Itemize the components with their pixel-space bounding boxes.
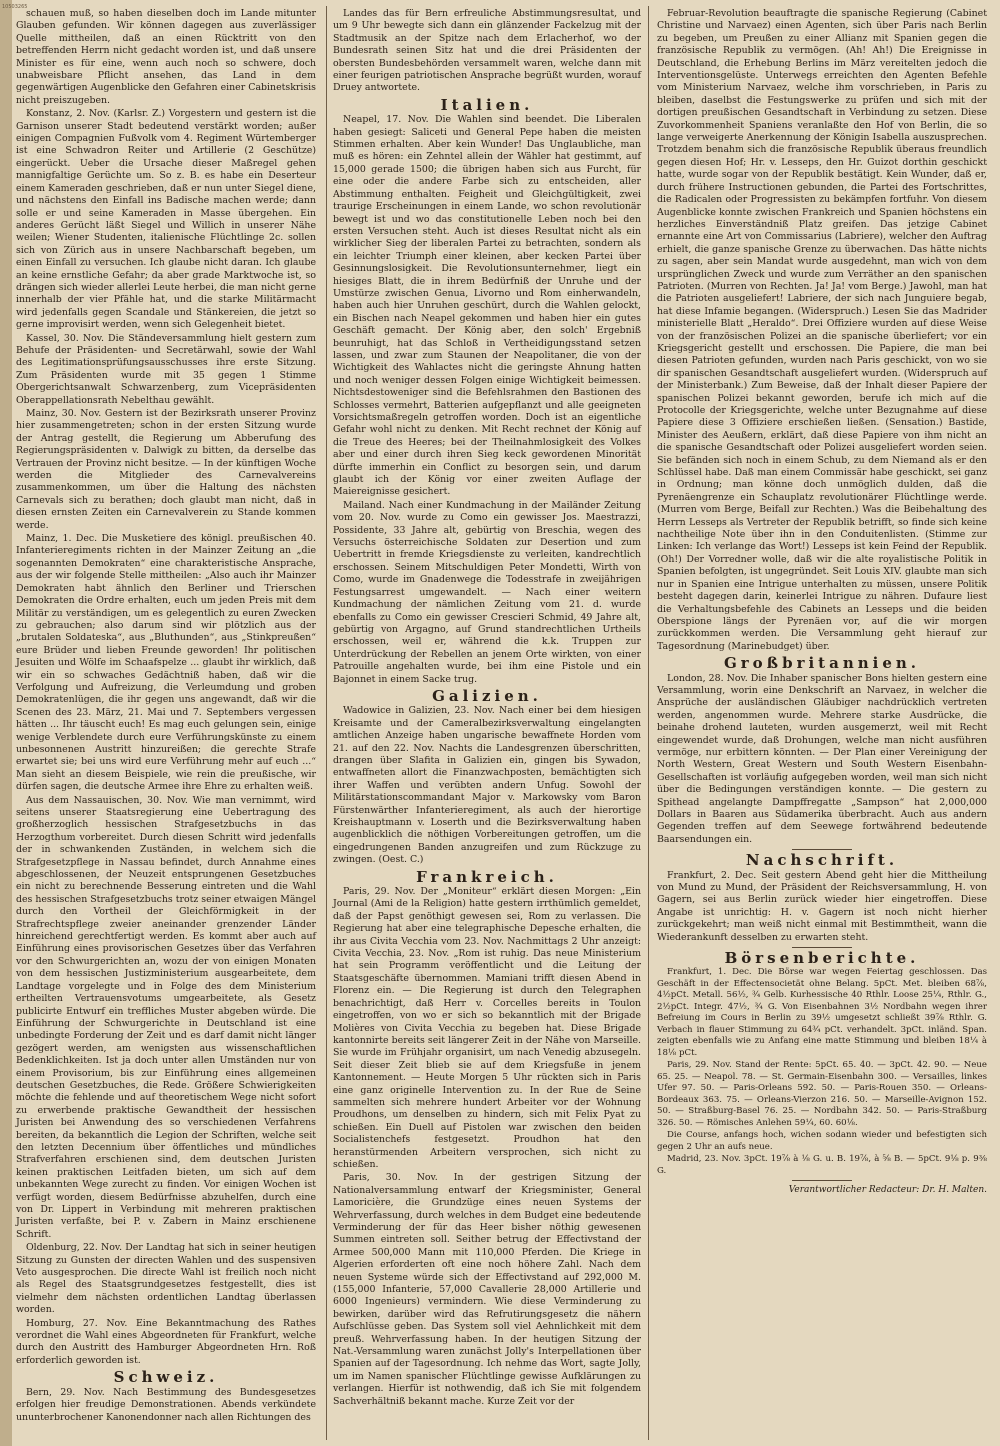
article-mailand: Mailand. Nach einer Kundmachung in der Mailänder Zeitung vom 20. Nov. wurde zu Como ein gewisser Jos. Maestrazzi, Possidente, 33 Jahre alt, gebürtig von Breschia, wegen des Versuchs österreichische Soldaten zur Desertion und zum Uebertritt in fremde Kriegsdienste zu verleiten, kandrechtlich erschossen. Seinem Mitschuldigen Peter Mondetti, Wirth von Como, wurde im Gnadenwege die Todesstrafe in zweijährigen Festungsarrest umgewandelt. — Nach einer weitern Kundmachung der nämlichen Zeitung vom 21. d. wurde ebenfalls zu Como ein gewisser Crescieri Schmid, 49 Jahre alt, gebürtig von Argagno, auf Grund standrechtlichen Urtheils erschossen, weil er, während die k.k. Truppen zur Unterdrückung der Rebellen an jenem Orte wirkten, von einer Patrouille angehalten wurde, bei ihm eine Pistole und ein Bajonnet in einem Sacke trug. — [333, 499, 641, 685]
section-heading-galizien: Galizien. — [432, 686, 542, 705]
column-3 — [657, 8, 987, 1440]
market-report-madrid: Madrid, 23. Nov. 3pCt. 19⅞ à ⅛ G. u. B. 19⅞, à ⅝ B. — 5pCt. 9⅛ p. 9⅜ G. — [657, 1154, 987, 1176]
article-bern: Bern, 29. Nov. Nach Bestimmung des Bundesgesetzes erfolgen hier freudige Demonstrationen. Abends verkündete ununterbrochener Kanonendonner nach allen Richtungen des — [16, 1386, 316, 1423]
column-rule — [648, 6, 649, 1440]
section-divider — [792, 849, 852, 850]
column-rule — [326, 6, 327, 1440]
article-homburg: Homburg, 27. Nov. Eine Bekanntmachung des Rathes verordnet die Wahl eines Abgeordneten für Frankfurt, welche durch den Austritt des Hamburger Abgeordneten Hrn. Roß erforderlich geworden ist. — [16, 1317, 316, 1366]
section-divider — [792, 1180, 852, 1181]
market-report-note: Die Course, anfangs hoch, wichen sodann wieder und befestigten sich gegen 2 Uhr an aufs neue. — [657, 1130, 987, 1152]
article-wadowice: Wadowice in Galizien, 23. Nov. Nach einer bei dem hiesigen Kreisamte und der Cameralbezirksverwaltung eingelangten amtlichen Anzeige haben ungarische bewaffnete Horden vom 21. auf den 22. Nov. Nachts die Landesgrenzen überschritten, drangen über Slafita in Galizien ein, gingen bis Sywadon, entwaffneten allort die Finanzwachposten, bemächtigten sich ihrer Waffen und verübten andern Unfug. Sowohl der Militärstationscommandant Major v. Markowsky vom Baron Fürstenwärther Infanterieregiment, als auch der hierortige Kreishauptmann v. Loserth und die Bezirksverwaltung haben augenblicklich die nöthigen Vorbereitungen getroffen, um die eingedrungenen Banden anzugreifen und zum Rückzuge zu zwingen. (Oest. C.) — [333, 705, 641, 866]
editor-credit: Verantwortlicher Redacteur: Dr. H. Malten. — [788, 1185, 987, 1196]
column-1 — [16, 8, 316, 1440]
article-paragraph: Landes das für Bern erfreuliche Abstimmungsresultat, und um 9 Uhr bewegte sich dann ein glänzender Fackelzug mit der Stadtmusik an der Spitze nach dem Erlacherhof, wo der Bundesrath seinen Sitz hat und die drei Präsidenten der obersten Bundesbehörden versammelt waren, welche dann mit einer feurigen patriotischen Ansprache begrüßt wurden, worauf Druey antwortete. — [333, 8, 641, 94]
article-paragraph: schauen muß, so haben dieselben doch im Lande mitunter Glauben gefunden. Wir können dagegen aus zuverlässiger Quelle mittheilen, daß an einen Rücktritt von den betreffenden Herrn nicht gedacht worden ist, und daß unsere Minister es für eine, wenn auch noch so schwere, doch unabweisbare Pflicht ansehen, das Land in dem gegenwärtigen Augenblicke den Gefahren einer Cabinetskrisis nicht preiszugeben. — [16, 8, 316, 106]
article-paris-1: Paris, 29. Nov. Der „Moniteur“ erklärt diesen Morgen: „Ein Journal (Ami de la Religion) hatte gestern irrthümlich gemeldet, daß der Papst genöthigt gewesen sei, Rom zu verlassen. Die Regierung hat aber eine telegraphische Depesche erhalten, die ihr aus Civita Vecchia vom 23. Nov. Nachmittags 2 Uhr anzeigt: Civita Vecchia, 23. Nov. „Rom ist ruhig. Das neue Ministerium hat sein Programm veröffentlicht und die Leitung der Staatsgeschäfte übernommen. Mamiani trifft diesen Abend in Florenz ein. — Die Regierung ist durch den Telegraphen benachrichtigt, daß Herr v. Corcelles bereits in Toulon eingetroffen, von wo er sich so bekanntlich mit der Brigade Molières von Civita Vecchia zu begeben hat. Diese Brigade kantonnirte bereits seit längerer Zeit in der Nähe von Marseille. Sie wurde im Frühjahr organisirt, um nach Venedig abzusegeln. Seit dieser Zeit blieb sie auf dem Kriegsfuße in jenem Kantonnement. — Heute Morgen 5 Uhr rückten sich in Paris eine ganz originelle Intervention zu. In der Rue de Seine sammelten sich mehrere hundert Arbeiter vor der Wohnung Proudhons, um denselben zu hindern, sich mit Felix Pyat zu schießen. Ein Duell auf Pistolen war zwischen den beiden Socialistenchefs festgesetzt. Proudhon hat den heranstürmenden Arbeitern versprochen, sich nicht zu schießen. — [333, 886, 641, 1170]
article-paragraph: Februar-Revolution beauftragte die spanische Regierung (Cabinet Christine und Narvaez) einen Agenten, sich über Paris nach Berlin zu begeben, um Preußen zu einer Allianz mit Spanien gegen die französische Republik zu vermögen. (Ah! Ah!) Die Ereignisse in Deutschland, die Erhebung Berlins im März vereitelten jedoch die Interventionsgelüste. Unterwegs erreichten den Agenten Befehle vom Ministerium Narvaez, welche ihm vorschrieben, in Paris zu bleiben, daselbst die Festungswerke zu prüfen und sich mit der dortigen preußischen Gesandtschaft in Verbindung zu setzen. Diese Zuvorkommenheit Spaniens veranlaßte den Hof von Berlin, die so lange verweigerte Anerkennung der Königin Isabella auszusprechen. Trotzdem benahm sich die französische Republik überaus freundlich gegen diesen Hof; Hr. v. Lesseps, den Hr. Guizot dorthin geschickt hatte, wurde sogar von der Republik bestätigt. Kein Wunder, daß er, durch frühere Instructionen gebunden, die Partei des Fortschrittes, die Radicalen oder Progressisten zu bekämpfen fortfuhr. Von diesem Augenblicke konnte zwischen Frankreich und Spanien höchstens ein herzliches Einverständniß Platz greifen. Das jetzige Cabinet ernannte eine Art von Commissarius (Labriere), welcher den Auftrag erhielt, die ganze spanische Grenze zu überwachen. Das hätte nichts zu sagen, aber sein Mandat wurde ausgedehnt, man wich von dem ursprünglichen Zweck und wurde zum Verräther an den spanischen Patrioten. (Murren von Rechten. Ja! Ja! vom Berge.) Jawohl, man hat die Patrioten ausgeliefert! Labriere, der sich nach Junguiere begab, hat diese Infamie begangen. (Widerspruch.) Lesen Sie das Madrider ministerielle Blatt „Heraldo“. Drei Offiziere wurden auf diese Weise von der französischen Polizei an die spanische überliefert; vor ein Kriegsgericht gestellt und erschossen. Die Papiere, die man bei diesen Patrioten gefunden, wurden nach Paris geschickt, von wo sie dir spanischen Gesandtschaft ausgeliefert wurden. (Widerspruch auf der Ministerbank.) Zum Beweise, daß der Inhalt dieser Papiere der spanischen Polizei bekannt geworden, berufe ich mich auf die Protocolle der Kriegsgerichte, welche unter Bezugnahme auf diese Papiere diese 3 Offiziere erschießen ließen. (Sensation.) Bastide, Minister des Aeußern, erklärt, daß diese Papiere von ihm nicht an die spanische Gesandtschaft oder Polizei ausgeliefert worden seien. Sie befänden sich noch in einem Schub, zu dem Niemand als er den Schlüssel habe. Daß man einem Commissär habe geschickt, sei ganz in Ordnung; man könne doch unmöglich dulden, daß die Pyrenäengrenze ein Schauplatz revolutionärer Flüchtlinge werde. (Murren vom Berge, Beifall zur Rechten.) Was die Beibehaltung des Herrn Lesseps als Vertreter der Republik betrifft, so finde sich keine nachtheilige Note über ihn in den Conduitenlisten. (Stimme zur Linken: Ich verlange das Wort!) Lesseps ist kein Feind der Republik. (Oh!) Der Vorredner wolle, daß wir die alte royalistische Politik in Spanien befolgten, ist ungegründet. Seit Louis XIV. glaubte man sich nur in Spanien eine Intrigue unterhalten zu müssen, unsere Politik besteht dagegen darin, keinerlei Intrigue zu nähren. Dufaure liest die Verhaltungsbefehle des Cabinets an Lesseps und die beiden Oberspione längs der Pyrenäen vor, auf die wir morgen zurückkommen werden. Die Versammlung geht hierauf zur Tagesordnung (Marinebudget) über. — [657, 8, 987, 652]
article-frankfurt: Frankfurt, 2. Dec. Seit gestern Abend geht hier die Mittheilung von Mund zu Mund, der Präsident der Reichsversammlung, H. von Gagern, sei aus Berlin zurück wieder hier eingetroffen. Diese Angabe ist unrichtig: H. v. Gagern ist noch nicht hierher zurückgekehrt; man weiß nicht einmal mit Bestimmtheit, wann die Wiederankunft desselben zu erwarten steht. — [657, 869, 987, 943]
article-oldenburg: Oldenburg, 22. Nov. Der Landtag hat sich in seiner heutigen Sitzung zu Gunsten der directen Wahlen und des suspensiven Veto ausgesprochen. Die directe Wahl ist freilich noch nicht als Regel des Staatsgrundgesetzes festgestellt, dies ist vielmehr dem nächsten ordentlichen Landtag überlassen worden. — [16, 1242, 316, 1316]
article-kassel: Kassel, 30. Nov. Die Ständeversammlung hielt gestern zum Behufe der Präsidenten- und Secretärwahl, sowie der Wahl des Legitimationsprüfungsausschusses ihre erste Sitzung. Zum Präsidenten wurde mit 35 gegen 1 Stimme Obergerichtsanwalt Schwarzenberg, zum Vicepräsidenten Oberappellationsrath Nebelthau gewählt. — [16, 332, 316, 406]
article-mainz-2: Mainz, 1. Dec. Die Musketiere des königl. preußischen 40. Infanterieregiments richten in der Mainzer Zeitung an „die sogenannten Demokraten“ eine charakteristische Ansprache, aus der wir folgende Stelle mittheilen: „Also auch ihr Mainzer Demokraten habt ähnlich den Berliner und Trierschen Demokraten die Ordre erhalten, euch um jeden Preis mit dem Militär zu verständigen, um es gelegentlich zu euren Zwecken zu gebrauchen; also darum sind wir plötzlich aus der „brutalen Soldateska“, aus „Bluthunden“, aus „Stinkpreußen“ eure Brüder und lieben Freunde geworden! Ihr politischen Jesuiten und Wölfe im Schaafspelze ... glaubt ihr wirklich, daß wir ein so schwaches Gedächtniß haben, daß wir die Verfolgung und Aufreizung, die Verleumdung und groben Demokratenlügen, die ihr gegen uns angewandt, daß wir die Scenen des 23. März, 21. Mai und 7. Septembers vergessen hätten ... Ihr täuscht euch! Es mag euch gelungen sein, einige wenige Verblendete durch eure Verführungskünste zu einem unbesonnenen Austritt hinzureißen; die gerechte Strafe erwartet sie; bei uns wird eure Verführung mehr auf euch ...“ Man sieht an diesem Beispiele, wie rein die preußische, wir dürfen sagen, die deutsche Armee ihre Ehre zu erhalten weiß. — [16, 533, 316, 793]
article-paris-2: Paris, 30. Nov. In der gestrigen Sitzung der Nationalversammlung entwarf der Kriegsminister, General Lamoricière, die Grundzüge eines neuen Systems der Wehrverfassung, durch welches in dem Budget eine bedeutende Verminderung der für das Heer bisher nöthig gewesenen Summen eintreten soll. Seither betrug der Effectivstand der Armee 500,000 Mann mit 110,000 Pferden. Die Kriege in Algerien erforderten oft eine noch höhere Zahl. Nach dem neuen Systeme würde sich der Effectivstand auf 292,000 M. (155,000 Infanterie, 57,000 Cavallerie 28,000 Artillerie und 6000 Ingenieurs) vermindern. Wie diese Verminderung zu bewirken, darüber wird das Refrutirungsgesetz die nähern Aufschlüsse geben. Das System soll viel Aehnlichkeit mit dem preuß. Wehrverfassung haben. In der heutigen Sitzung der Nat.-Versammlung waren zunächst Jolly's Interpellationen über Spanien auf der Tagesordnung. Ich nehme das Wort, sagte Jolly, um im Namen spanischer Flüchtlinge gewisse Aufklärungen zu verlangen. Hierfür ist nothwendig, daß ich Sie mit folgendem Sachverhältniß bekannt mache. Kurze Zeit vor der — [333, 1172, 641, 1407]
section-heading-italien: Italien. — [440, 95, 534, 114]
section-heading-frankreich: Frankreich. — [416, 867, 558, 886]
article-nassau: Aus dem Nassauischen, 30. Nov. Wie man vernimmt, wird seitens unserer Staatsregierung eine Uebertragung des großherzoglich hessischen Strafgesetzbuchs in das Herzogthum vorbereitet. Durch diesen Schritt wird jedenfalls der in schwankenden Zuständen, in welchem sich die Strafgesetzpflege in Nassau befindet, durch Annahme eines abgeschlossenen, der Neuzeit entsprungenen Gesetzbuches ein nicht zu berechnende Besserung eintreten und die Wahl des hessischen Strafgesetzbuchs trotz seiner etwaigen Mängel durch den Vortheil der Gleichförmigkeit in der Strafrechtspflege zweier aneinander grenzender Länder hinreichend gerechtfertigt werden. Es kommt aber auch auf Einführung eines provisorischen Gesetzes über das Verfahren vor den Schwurgerichten an, wozu der von einigen Monaten von dem hessischen Justizministerium ausgearbeitete, dem Landtage vorgelegte und in Folge des dem Ministerium ertheilten Vertrauensvotums umgearbeitete, als Gesetz publicirte Entwurf ein treffliches Muster abgeben würde. Die Einführung der Schwurgerichte in Deutschland ist eine unbedingte Forderung der Zeit und es darf damit nicht länger gezögert werden, am wenigsten aus wissenschaftlichen Bedenklichkeiten. Ist ja doch unter allen Umständen nur von einem Provisorium, bis zur Einführung eines allgemeinen deutschen Gesetzbuches, die Rede. Größere Schwierigkeiten möchte die fehlende und auf theoretischem Wege nicht sofort zu erwerbende praktische Gewandtheit der hessischen Juristen bei Anwendung des so verschiedenen Verfahrens bereiten, da bekanntlich die Legion der Schriften, welche seit den letzten Decennium über öffentliches und mündliches Strafverfahren erschienen sind, dem deutschen Juristen keinen praktischen Leitfaden bieten, um sich auf dem unbekannten Wege zurecht zu finden. Vor einigen Wochen ist verfügt worden, diesem Bedürfnisse abzuhelfen, durch eine von Dr. Lippert in Verbindung mit mehreren praktischen Juristen verfaßte, bei P. v. Zabern in Mainz erschienene Schrift. — [16, 794, 316, 1240]
section-heading-nachschrift: Nachschrift. — [745, 851, 899, 870]
article-neapel: Neapel, 17. Nov. Die Wahlen sind beendet. Die Liberalen haben gesiegt: Saliceti und General Pepe haben die meisten Stimmen erhalten. Aber kein Wunder! Das Unglaubliche, man muß es hören: ein Zehntel allein der Wähler hat gestimmt, auf 15,000 gerade 1500; die übrigen haben sich aus Furcht, für eine oder die andere Farbe sich zu entscheiden, aller Abstimmung enthalten. Feigheit und Gleichgültigkeit, zwei traurige Erscheinungen in einem Lande, wo schon revolutionär bewegt ist und wo das constitutionelle Leben noch bei den ersten Versuchen steht. Auch ist dieses Resultat nicht als ein wirklicher Sieg der liberalen Partei zu betrachten, sondern als ein leichter Triumph einer kleinen, aber kecken Partei über Gesinnungslosigkeit. Die Revolutionsunternehmer, liegt ein hiesiges Blatt, die in ihrem Bedürfniß der Unruhe und der Umstürze zwischen Genua, Livorno und Rom einherwandeln, haben auch hier Unruhen geschürt, durch die Wahlen gelockt, ein Bischen nach Neapel gekommen und haben hier ein gutes Geschäft gemacht. Der König aber, den solch' Ergebniß beunruhigt, hat das Schloß in Vertheidigungsstand setzen lassen, und zwar zum Staunen der Neapolitaner, die von der Wichtigkeit des Wahlactes nicht die geringste Ahnung hatten und noch weniger dessen Folgen einige Wichtigkeit beimessen. Nichtsdestoweniger sind die Befehlsrahmen den Bastionen des Schlosses vermehrt, Batterien aufgepflanzt und alle geeigneten Vorsichtsmaßregeln getroffen worden. Doch ist an eigentliche Gefahr wohl nicht zu denken. Mit Recht rechnet der König auf die Treue des Heeres; bei der Theilnahmlosigkeit des Volkes aber und einer durch ihren Sieg keck gewordenen Minorität dürfte immerhin ein Conflict zu besorgen sein, und darum glaubt ich der König vor einer zweiten Auflage der Maiereignisse gesichert. — [333, 114, 641, 498]
market-report-paris: Paris, 29. Nov. Stand der Rente: 5pCt. 65. 40. — 3pCt. 42. 90. — Neue 65. 25. — Neapol. 78. — St. Germain-Eisenbahn 300. — Versailles, linkes Ufer 97. 50. — Paris-Orleans 592. 50. — Paris-Rouen 350. — Orleans-Bordeaux 363. 75. — Orleans-Vierzon 216. 50. — Marseille-Avignon 152. 50. — Straßburg-Basel 76. 25. — Nordbahn 342. 50. — Paris-Straßburg 326. 50. — Römisches Anlehen 59¼, 60. 60⅛. — [657, 1060, 987, 1128]
binding-gutter — [0, 0, 12, 1446]
section-heading-grossbritannien: Großbritannien. — [723, 654, 921, 673]
section-heading-boerse: Börsenberichte. — [724, 949, 920, 968]
article-mainz-1: Mainz, 30. Nov. Gestern ist der Bezirksrath unserer Provinz hier zusammengetreten; schon in der ersten Sitzung wurde der Antrag gestellt, die Regierung um Abberufung des Regierungspräsidenten v. Dalwigk zu bitten, da derselbe das Vertrauen der Provinz nicht besitze. — In der künftigen Woche werden die Mitglieder des Carnevalvereins zusammenkommen, um über die Haltung des nächsten Carnevals sich zu berathen; doch glaubt man nicht, daß in diesen ernsten Zeiten ein Carnevalverein zu Stande kommen werde. — [16, 408, 316, 531]
page-stamp: 10503265 — [2, 4, 28, 10]
market-report-frankfurt: Frankfurt, 1. Dec. Die Börse war wegen Feiertag geschlossen. Das Geschäft in der Effectensocietät ohne Belang. 5pCt. Met. bleiben 68⅞, 4½pCt. Metall. 56½, ¾ Gelb. Kurhessische 40 Rthlr. Loose 25¼, Rthlr. G., 2½pCt. Integr. 47½, ¾ G. Von Eisenbahnen 3½ Nordbahn wegen ihrer Befreiung im Cours in Berlin zu 39½ umgesetzt schließt 39⅞ Rthlr. G. Verbach in flauer Stimmung zu 64¾ pCt. verhandelt. 3pCt. inländ. Span. zeigten ebenfalls wie zu Anfang eine matte Stimmung und bleiben 18¼ à 18⅛ pCt. — [657, 967, 987, 1058]
section-heading-schweiz: Schweiz. — [113, 1368, 219, 1387]
article-london: London, 28. Nov. Die Inhaber spanischer Bons hielten gestern eine Versammlung, worin eine Denkschrift an Narvaez, in welcher die Ansprüche der ausländischen Gläubiger nachdrücklich vertreten werden, angenommen wurde. Mehrere starke Ausdrücke, die beinahe drohend lauteten, wurden ausgemerzt, weil mit Recht eingewendet wurde, daß Drohungen, welche man nicht ausführen vermöge, nur erbittern könnten. — Der Plan einer Vereinigung der North Western, Great Western und South Western Eisenbahn-Gesellschaften ist vorläufig aufgegeben worden, weil man sich nicht über die Bedingungen verständigen konnte. — Die gestern zu Spithead angelangte Dampffregatte „Sampson“ hat 2,000,000 Dollars in Baaren aus Südamerika überbracht. Auch aus andern Gegenden treffen auf dem Seewege fortwährend bedeutende Baarsendungen ein. — [657, 672, 987, 845]
section-divider — [792, 947, 852, 948]
column-2 — [333, 8, 641, 1440]
article-konstanz: Konstanz, 2. Nov. (Karlsr. Z.) Vorgestern und gestern ist die Garnison unserer Stadt bedeutend verstärkt worden; außer einigen Compagnien Fußvolk vom 4. Regiment Würtemberger ist eine Schwadron Reiter und Artillerie (2 Geschütze) eingerückt. Ueber die Ursache dieser Maßregel gehen mannigfaltige Gerüchte um. So z. B. es habe ein Deserteur einem Kameraden geschrieben, daß er nun unter Siegel diene, und nächstens den Einfall ins Badische machen werde; dann solle er und seine Kameraden in Masse übergehen. Ein anderes Gerücht läßt Siegel und Willich in unserer Nähe weilen; Wiener Studenten, italienische Flüchtlinge 2c. sollen sich von Zürich aus in unsere Nachbarschaft begeben, um einen Einfall zu versuchen. Ich glaube nicht daran. Ich glaube an keine ernstliche Gefahr; da aber grade Marktwoche ist, so drängen sich wieder allerlei Leute herbei, die man nicht gerne innerhalb der vier Pfähle hat, und die starke Militärmacht wird jedenfalls gegen Scandale und Stänkereien, die jetzt so gerne improvisirt werden, wenn sich Gelegenheit bietet. — [16, 108, 316, 331]
